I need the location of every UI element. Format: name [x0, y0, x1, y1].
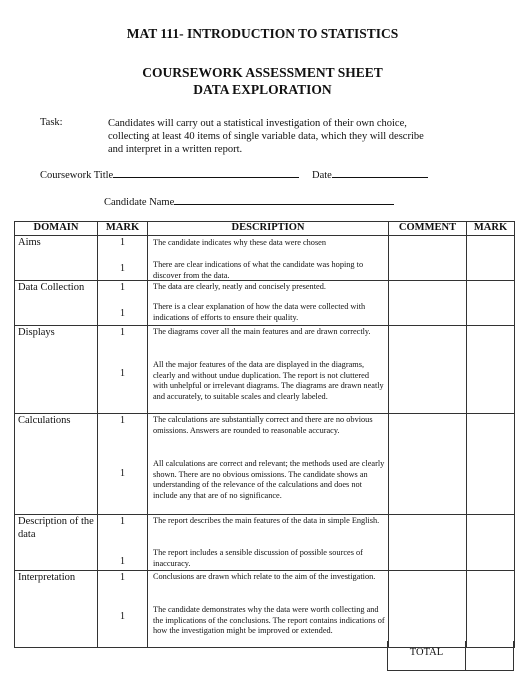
coursework-title-line[interactable]: [113, 168, 299, 178]
header-mark-awarded: MARK: [467, 222, 515, 236]
criterion-text: The candidate indicates why these data were chosen: [153, 238, 327, 247]
description-cell: [148, 281, 389, 326]
mark-awarded-cell[interactable]: [467, 515, 515, 571]
criterion-mark: 1: [120, 516, 125, 527]
table-header-row: [15, 222, 515, 236]
domain-interpretation: Interpretation: [15, 571, 98, 648]
criterion-mark: 1: [120, 368, 125, 379]
comment-cell[interactable]: [389, 326, 467, 414]
domain-aims: Aims: [15, 236, 98, 281]
date-label: Date: [312, 170, 332, 181]
mark-awarded-cell[interactable]: [467, 326, 515, 414]
criterion-mark: 1: [120, 572, 125, 583]
table-row: [15, 515, 515, 571]
assessment-table: [14, 221, 515, 648]
sheet-subtitle-line: DATA EXPLORATION: [193, 82, 332, 97]
criterion-text: The candidate demonstrates why the data were worth collecting and the implications of the conclusions. The report contains indications of how the investigation might be improved or extended.: [153, 605, 385, 636]
mark-cell: [98, 236, 148, 281]
description-cell: [148, 571, 389, 648]
mark-awarded-cell[interactable]: [467, 236, 515, 281]
date-line[interactable]: [332, 168, 428, 178]
criterion-mark: 1: [120, 327, 125, 338]
table-row: [15, 571, 515, 648]
criterion-mark: 1: [120, 237, 125, 248]
criterion-text: There is a clear explanation of how the data were collected with indications of efforts to ensure their quality.: [153, 302, 366, 322]
description-cell: [148, 414, 389, 515]
criterion-text: Conclusions are drawn which relate to the aim of the investigation.: [153, 572, 376, 581]
criterion-mark: 1: [120, 415, 125, 426]
header-comment: COMMENT: [389, 222, 467, 236]
candidate-name-line[interactable]: [174, 195, 394, 205]
mark-cell: [98, 515, 148, 571]
domain-displays: Displays: [15, 326, 98, 414]
comment-cell[interactable]: [389, 515, 467, 571]
sheet-title: [0, 64, 525, 98]
criterion-mark: 1: [120, 556, 125, 567]
criterion-text: There are clear indications of what the candidate was hoping to discover from the data.: [153, 260, 364, 280]
criterion-text: The report describes the main features of the data in simple English.: [153, 516, 380, 525]
table-row: [15, 281, 515, 326]
mark-awarded-cell[interactable]: [467, 281, 515, 326]
criterion-mark: 1: [120, 611, 125, 622]
coursework-title-label: Coursework Title: [40, 170, 114, 181]
domain-calculations: Calculations: [15, 414, 98, 515]
criterion-text: The report includes a sensible discussion of possible sources of inaccuracy.: [153, 548, 363, 568]
sheet-title-line: COURSEWORK ASSESSMENT SHEET: [142, 65, 383, 80]
header-mark: MARK: [98, 222, 148, 236]
description-cell: [148, 326, 389, 414]
header-description: DESCRIPTION: [148, 222, 389, 236]
description-cell: [148, 236, 389, 281]
criterion-text: The diagrams cover all the main features and are drawn correctly.: [153, 327, 371, 336]
criterion-text: All the major features of the data are displayed in the diagrams, clearly and without undue duplication. The report is not cluttered with unhelpful or irrelevant diagrams. The diagrams are drawn neatly and accurately, to suitable scales and clearly labeled.: [153, 360, 384, 401]
table-row: [15, 414, 515, 515]
table-row: [15, 236, 515, 281]
comment-cell[interactable]: [389, 414, 467, 515]
criterion-text: The data are clearly, neatly and concisely presented.: [153, 282, 326, 291]
mark-cell: [98, 281, 148, 326]
course-title: MAT 111- INTRODUCTION TO STATISTICS: [126, 26, 399, 41]
mark-cell: [98, 326, 148, 414]
comment-cell[interactable]: [389, 281, 467, 326]
criterion-mark: 1: [120, 308, 125, 319]
comment-cell[interactable]: [389, 571, 467, 648]
criterion-text: All calculations are correct and relevant; the methods used are clearly shown. There are no obvious omissions. The candidate shows an understanding of the relevance of the calculations and does not include any that are of no significance.: [153, 459, 385, 500]
criterion-mark: 1: [120, 263, 125, 274]
criterion-mark: 1: [120, 468, 125, 479]
mark-cell: [98, 414, 148, 515]
header-domain: DOMAIN: [15, 222, 98, 236]
total-row: [387, 641, 514, 671]
candidate-name-label: Candidate Name: [104, 197, 175, 208]
task-description: Candidates will carry out a statistical investigation of their own choice, collecting at least 40 items of single variable data, which they will describe and interpret in a written report.: [108, 118, 424, 155]
description-cell: [148, 515, 389, 571]
coursework-title-field[interactable]: [40, 168, 299, 181]
mark-cell: [98, 571, 148, 648]
candidate-name-field[interactable]: [104, 195, 394, 208]
total-label: TOTAL: [388, 641, 466, 670]
table-row: [15, 326, 515, 414]
comment-cell[interactable]: [389, 236, 467, 281]
criterion-text: The calculations are substantially correct and there are no obvious omissions. Answers are rounded to reasonable accuracy.: [153, 415, 373, 435]
domain-description-of-data: Description of the data: [15, 515, 98, 571]
mark-awarded-cell[interactable]: [467, 414, 515, 515]
domain-data-collection: Data Collection: [15, 281, 98, 326]
mark-awarded-cell[interactable]: [467, 571, 515, 648]
task-label: Task:: [40, 117, 63, 128]
criterion-mark: 1: [120, 282, 125, 293]
date-field[interactable]: [312, 168, 428, 181]
